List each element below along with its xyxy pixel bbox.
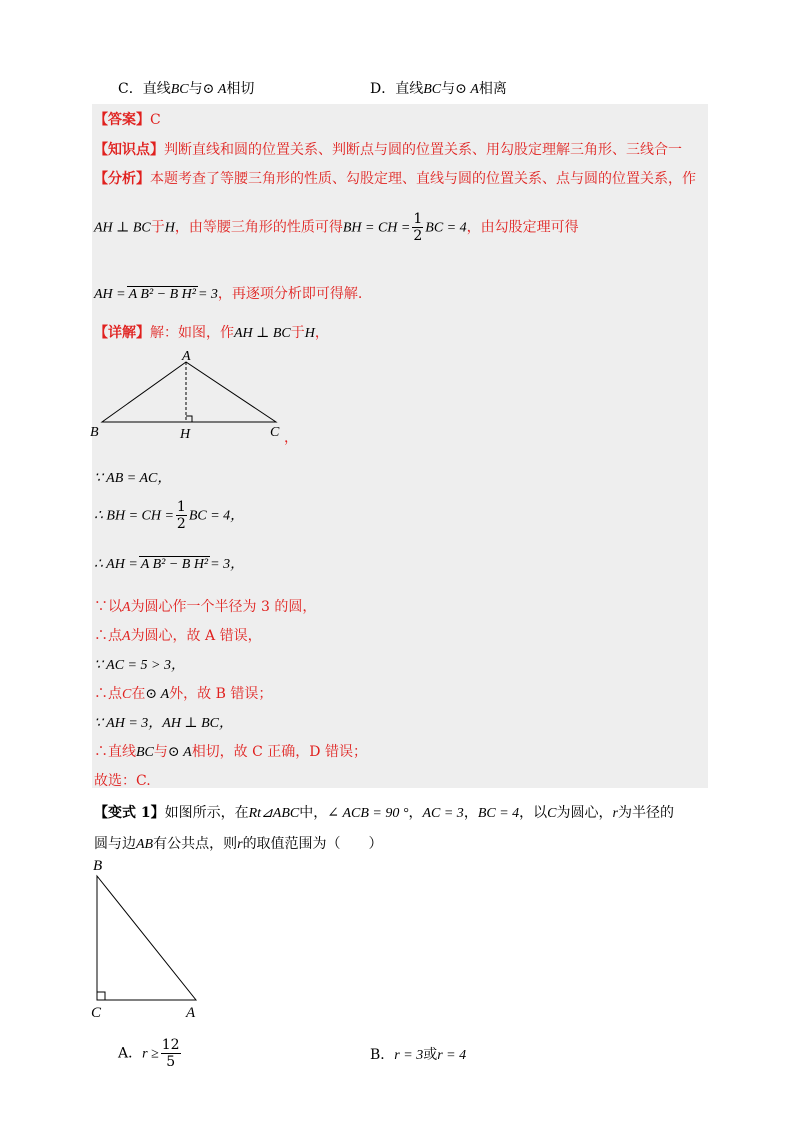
- analysis-line2: AH ⊥ BC于H，由等腰三角形的性质可得BH = CH = $\frac{1}{2}$ BC = 4，由勾股定理可得: [94, 211, 579, 244]
- step-5: ∴点A为圆心，故 A 错误，: [94, 628, 262, 644]
- step-10: 故选：C.: [94, 773, 151, 789]
- triangle-abc: [102, 362, 276, 422]
- triangle-figure-1: [86, 346, 306, 446]
- right-triangle-abc: [97, 876, 196, 1000]
- figure-comma: ，: [284, 431, 298, 446]
- variant-line1: 【变式 1】如图所示，在Rt⊿ABC中，∠ ACB = 90 °，AC = 3，BC = 4，以C为圆心，r为半径的: [94, 805, 674, 821]
- fraction-half-2: $\frac{1}{2}$: [176, 499, 186, 532]
- step-4: ∵以A为圆心作一个半径为 3 的圆，: [94, 599, 317, 615]
- label-b-2: B: [93, 858, 103, 874]
- fraction-half: $\frac{1}{2}$: [413, 211, 423, 244]
- option-d: D．直线BC与⊙ A相离: [370, 81, 507, 97]
- step-1: ∵ AB = AC，: [94, 471, 172, 486]
- label-h: H: [180, 427, 191, 442]
- knowledge-line: 【知识点】判断直线和圆的位置关系、判断点与圆的位置关系、用勾股定理解三角形、三线合一: [94, 142, 682, 158]
- label-b: B: [90, 425, 99, 440]
- variant-line2: 圆与边AB有公共点，则r的取值范围为（ ）: [94, 836, 383, 852]
- option-c: C．直线BC与⊙ A相切: [118, 81, 255, 97]
- right-angle-mark: [186, 416, 192, 422]
- sqrt-expression: A B² − B H²: [128, 287, 196, 302]
- label-a-2: A: [186, 1005, 196, 1021]
- sqrt-expression-2: A B² − B H²: [140, 557, 209, 572]
- step-2: ∴ BH = CH = $\frac{1}{2}$ BC = 4，: [94, 499, 245, 532]
- detail-line: 【详解】解：如图，作AH ⊥ BC于H，: [94, 325, 329, 341]
- option-b: B．r = 3或r = 4: [370, 1047, 467, 1063]
- step-8: ∵ AH = 3，AH ⊥ BC，: [94, 716, 233, 731]
- fraction-12-5: $\frac{12}{5}$: [161, 1037, 180, 1070]
- step-7: ∴点C在⊙ A外，故 B 错误；: [94, 686, 273, 702]
- answer-line: 【答案】C: [94, 112, 161, 128]
- analysis-line1: 【分析】本题考查了等腰三角形的性质、勾股定理、直线与圆的位置关系、点与圆的位置关系，作: [94, 171, 696, 187]
- step-3: ∴ AH = A B² − B H² = 3，: [94, 557, 245, 572]
- label-c: C: [270, 425, 280, 440]
- right-angle-mark-c: [97, 992, 105, 1000]
- label-a: A: [182, 349, 191, 364]
- label-c-2: C: [91, 1005, 102, 1021]
- step-9: ∴直线BC与⊙ A相切，故 C 正确，D 错误；: [94, 744, 367, 760]
- step-6: ∵ AC = 5 > 3，: [94, 658, 185, 673]
- triangle-figure-2: [86, 856, 216, 1022]
- option-a: A．r ≥ $\frac{12}{5}$: [118, 1037, 180, 1070]
- analysis-line3: AH = A B² − B H² = 3，再逐项分析即可得解.: [94, 286, 363, 302]
